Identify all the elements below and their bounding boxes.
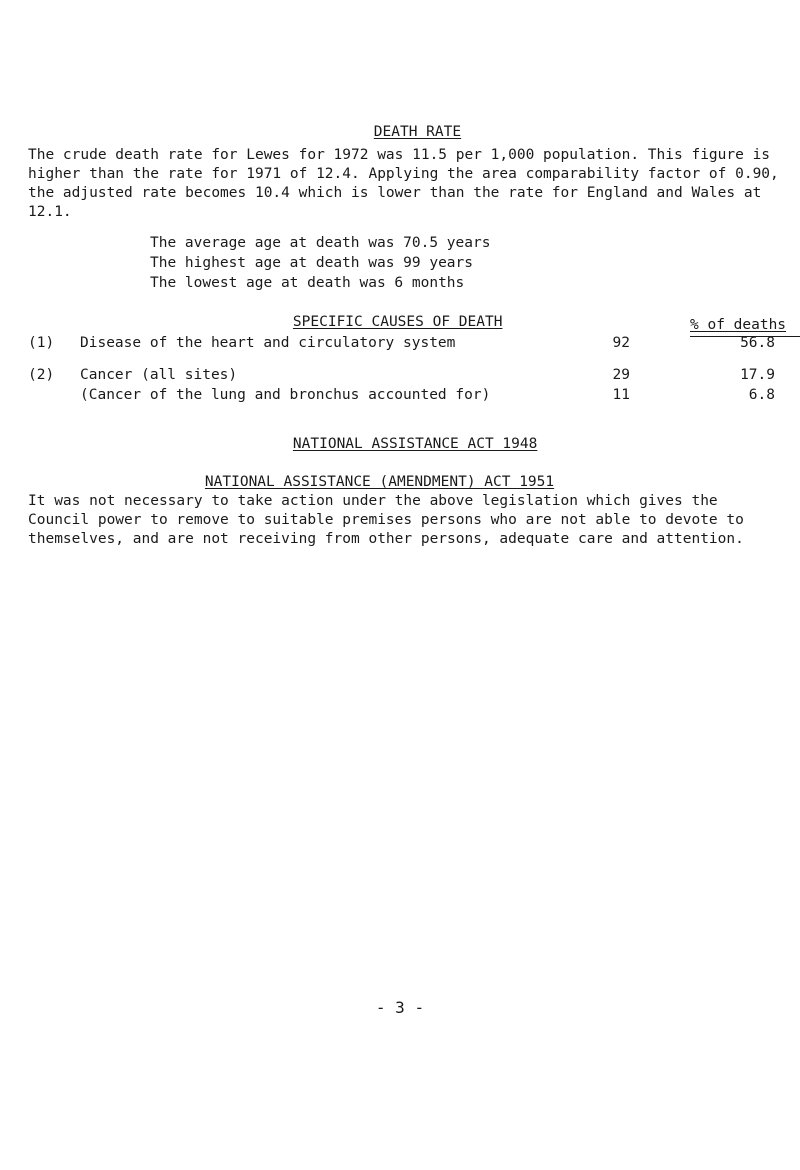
cause-number: (2)	[28, 367, 55, 383]
average-age-stat: The average age at death was 70.5 years	[150, 235, 491, 251]
intro-paragraph: The crude death rate for Lewes for 1972 was 11.5 per 1,000 population. This figure is higher than the rate for 1971 of 12.4. Applying the area comparability factor of 0.90, the adjusted rate becomes 10.4 which is lower than the rate for England and Wales at 12.1.	[28, 147, 779, 220]
act-heading-1948	[258, 422, 537, 466]
highest-age-stat: The highest age at death was 99 years	[150, 255, 474, 271]
cause-label: (Cancer of the lung and bronchus accounted for)	[80, 387, 491, 403]
cause-pct: 17.9	[740, 367, 775, 383]
cause-pct: 56.8	[740, 335, 775, 351]
causes-heading-text: SPECIFIC CAUSES OF DEATH	[292, 313, 503, 330]
cause-count: 11	[612, 387, 630, 403]
page-title-text: DEATH RATE	[373, 123, 462, 140]
closing-paragraph: It was not necessary to take action under the above legislation which gives the Council power to remove to suitable premises persons who are not able to devote to themselves, and are not receiving from other persons, adequate care and attention.	[28, 493, 744, 547]
cause-label: Disease of the heart and circulatory system	[80, 335, 456, 351]
cause-count: 29	[612, 367, 630, 383]
cause-number: (1)	[28, 335, 55, 351]
page-number: - 3 -	[375, 998, 425, 1017]
cause-pct: 6.8	[748, 387, 775, 403]
act-heading-1948-text: NATIONAL ASSISTANCE ACT 1948	[292, 435, 538, 452]
cause-count: 92	[612, 335, 630, 351]
pct-deaths-header: % of deaths	[690, 317, 787, 333]
act-heading-1951-text: NATIONAL ASSISTANCE (AMENDMENT) ACT 1951	[204, 473, 555, 490]
lowest-age-stat: The lowest age at death was 6 months	[150, 275, 465, 291]
cause-label: Cancer (all sites)	[80, 367, 238, 383]
